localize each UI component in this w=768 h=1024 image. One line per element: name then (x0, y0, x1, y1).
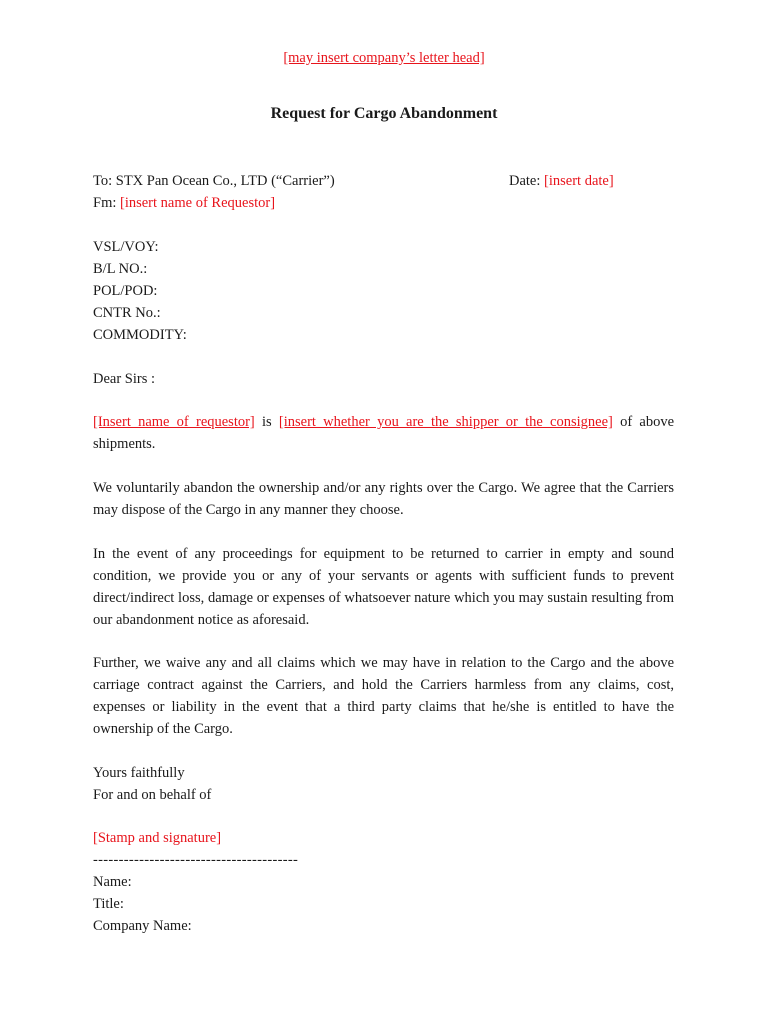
signature-divider: ---------------------------------------- (93, 852, 299, 868)
paragraph1-tail: of above shipments. (93, 414, 675, 452)
closing-yours-faithfully: Yours faithfully (93, 765, 185, 781)
paragraph-requestor-role (93, 411, 674, 455)
letterhead-placeholder: [may insert company’s letter head] (283, 50, 485, 66)
salutation: Dear Sirs : (93, 371, 156, 387)
paragraph-abandonment: We voluntarily abandon the ownership and/or any rights over the Cargo. We agree that the Carriers may dispose of the Cargo in any manner they choose. (93, 480, 674, 518)
date-placeholder: [insert date] (544, 173, 614, 189)
date-line (509, 170, 614, 192)
vsl-voy-field: VSL/VOY: (93, 239, 159, 255)
signature-company-field: Company Name: (93, 918, 192, 934)
pol-pod-field: POL/POD: (93, 283, 158, 299)
paragraph-proceedings: In the event of any proceedings for equipment to be returned to carrier in empty and sound condition, we provide you or any of your servants or agents with sufficient funds to prevent direct/indirect loss, damage or expenses of whatsoever nature which you may sustain resulting from our abandonment notice as aforesaid. (93, 546, 674, 628)
bl-no-field: B/L NO.: (93, 261, 148, 277)
signature-title-field: Title: (93, 896, 124, 912)
requestor-placeholder: [Insert name of requestor] (93, 414, 255, 430)
paragraph-waiver: Further, we waive any and all claims which we may have in relation to the Cargo and the above carriage contract against the Carriers, and hold the Carriers harmless from any claims, cost, expenses or liability in the event that a third party claims that he/she is entitled to have the ownership of the Cargo. (93, 655, 674, 737)
recipient-line: To: STX Pan Ocean Co., LTD (“Carrier”) (93, 173, 335, 189)
document-title: Request for Cargo Abandonment (270, 105, 498, 122)
from-placeholder: [insert name of Requestor] (120, 195, 276, 211)
role-placeholder: [insert whether you are the shipper or the consignee] (278, 414, 613, 430)
signature-name-field: Name: (93, 874, 132, 890)
stamp-signature-placeholder: [Stamp and signature] (93, 830, 222, 846)
commodity-field: COMMODITY: (93, 327, 187, 343)
closing-on-behalf: For and on behalf of (93, 787, 212, 803)
date-label: Date: (509, 173, 545, 189)
cntr-no-field: CNTR No.: (93, 305, 161, 321)
is-text: is (254, 414, 279, 430)
from-line (93, 192, 275, 214)
from-label: Fm: (93, 195, 120, 211)
